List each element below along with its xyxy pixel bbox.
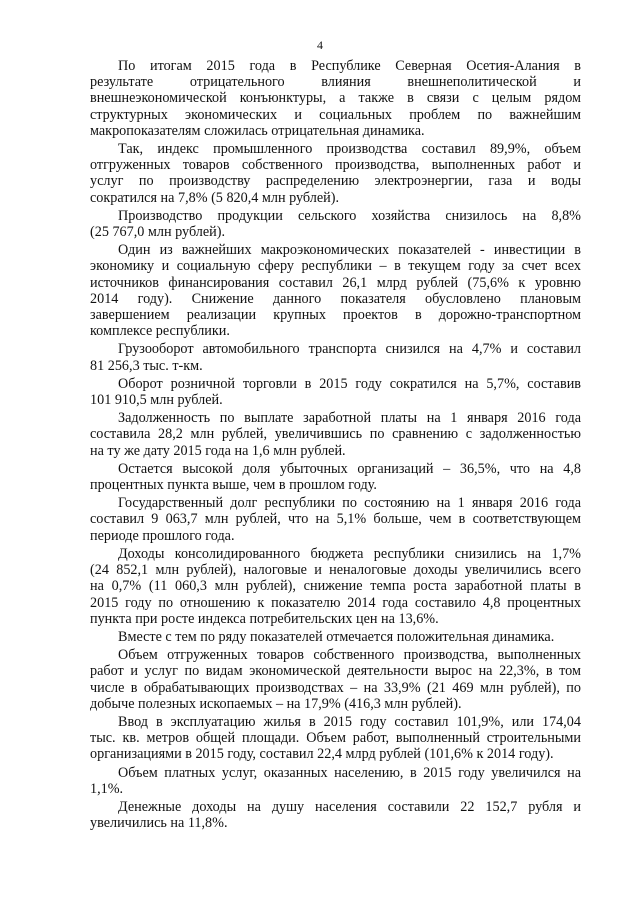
paragraph xyxy=(90,546,581,627)
text-line: Грузооборот автомобильного транспорта снизился на 4,7% и составил xyxy=(118,341,581,358)
text-line: Объем платных услуг, оказанных населению, в 2015 году увеличился на xyxy=(118,764,581,781)
text-line: завершением реализации крупных проектов в дорожно-транспортном xyxy=(90,307,581,324)
text-line: Денежные доходы на душу населения составили 22 152,7 рубля и xyxy=(118,798,581,815)
text-line: Государственный долг республики по состоянию на 1 января 2016 года xyxy=(118,495,581,512)
text-line: Ввод в эксплуатацию жилья в 2015 году составил 101,9%, или 174,04 xyxy=(118,713,581,730)
text-line: результате отрицательного влияния внешнеполитической и xyxy=(90,74,581,91)
text-line: сократился на 7,8% (5 820,4 млн рублей). xyxy=(90,189,340,206)
text-line: Доходы консолидированного бюджета республики снизились на 1,7% xyxy=(118,545,581,562)
text-line: 2014 году). Снижение данного показателя обусловлено плановым xyxy=(90,290,581,307)
text-line: Производство продукции сельского хозяйства снизилось на 8,8% xyxy=(118,207,581,224)
text-line: на 0,7% (11 060,3 млн рублей), снижение темпа роста заработной платы в xyxy=(90,578,581,595)
text-line: услуг по производству распределению электроэнергии, газа и воды xyxy=(90,173,581,190)
paragraph xyxy=(90,376,581,408)
text-line: числе в обрабатывающих производствах – на 33,9% (21 469 млн рублей), по xyxy=(90,679,581,696)
paragraph xyxy=(90,714,581,763)
paragraph xyxy=(90,629,581,645)
text-line: процентных пункта выше, чем в прошлом году. xyxy=(90,477,377,494)
paragraph xyxy=(90,799,581,831)
text-line: По итогам 2015 года в Республике Северная Осетия-Алания в xyxy=(118,58,581,74)
text-line: Задолженность по выплате заработной платы на 1 января 2016 года xyxy=(118,410,581,427)
text-line: 101 910,5 млн рублей. xyxy=(90,392,223,409)
text-line: составила 28,2 млн рублей, увеличившись по сравнению с задолженностью xyxy=(90,426,581,443)
text-line: пункта при росте индекса потребительских цен на 13,6%. xyxy=(90,610,439,627)
text-line: структурных экономических и социальных проблем по важнейшим xyxy=(90,106,581,123)
text-line: Объем отгруженных товаров собственного производства, выполненных xyxy=(118,647,581,664)
paragraph xyxy=(90,495,581,544)
text-line: на ту же дату 2015 года на 1,6 млн рублей. xyxy=(90,442,346,459)
text-line: 81 256,3 тыс. т-км. xyxy=(90,357,203,374)
text-line: Вместе с тем по ряду показателей отмечается положительная динамика. xyxy=(118,628,555,645)
paragraph xyxy=(90,242,581,339)
text-line: тыс. кв. метров общей площади. Объем работ, выполненный строительными xyxy=(90,730,581,747)
document-body xyxy=(90,58,581,833)
paragraph xyxy=(90,341,581,373)
text-line: отгруженных товаров собственного производства, выполненных работ и xyxy=(90,157,581,174)
text-line: 2015 году по отношению к показателю 2014 года составило 4,8 процентных xyxy=(90,594,581,611)
text-line: комплексе республики. xyxy=(90,323,230,340)
text-line: внешнеэкономической конъюнктуры, а также в связи с целым рядом xyxy=(90,90,581,107)
text-line: периоде прошлого года. xyxy=(90,527,235,544)
text-line: 1,1%. xyxy=(90,780,124,797)
text-line: Один из важнейших макроэкономических показателей - инвестиции в xyxy=(118,242,581,259)
text-line: (24 852,1 млн рублей), налоговые и неналоговые доходы увеличились всего xyxy=(90,562,581,579)
text-line: Оборот розничной торговли в 2015 году сократился на 5,7%, составив xyxy=(118,375,581,392)
text-line: (25 767,0 млн рублей). xyxy=(90,224,226,241)
paragraph xyxy=(90,461,581,493)
page-number: 4 xyxy=(317,38,323,52)
paragraph xyxy=(90,208,581,240)
text-line: Остается высокой доля убыточных организаций – 36,5%, что на 4,8 xyxy=(118,460,581,477)
text-line: макропоказателям сложилась отрицательная динамика. xyxy=(90,122,425,139)
paragraph xyxy=(90,58,581,139)
text-line: экономику и социальную сферу республики – в текущем году за счет всех xyxy=(90,258,581,275)
text-line: Так, индекс промышленного производства составил 89,9%, объем xyxy=(118,141,581,158)
text-line: работ и услуг по видам экономической деятельности вырос на 22,3%, в том xyxy=(90,663,581,680)
text-line: увеличились на 11,8%. xyxy=(90,815,228,832)
paragraph xyxy=(90,765,581,797)
text-line: добыче полезных ископаемых – на 17,9% (416,3 млн рублей). xyxy=(90,695,462,712)
paragraph xyxy=(90,647,581,712)
paragraph xyxy=(90,141,581,206)
text-line: источников финансирования составил 26,1 млрд рублей (75,6% к уровню xyxy=(90,274,581,291)
text-line: составил 9 063,7 млн рублей, что на 5,1% больше, чем в соответствующем xyxy=(90,511,581,528)
text-line: организациями в 2015 году, составил 22,4 млрд рублей (101,6% к 2014 году). xyxy=(90,746,554,763)
paragraph xyxy=(90,410,581,459)
